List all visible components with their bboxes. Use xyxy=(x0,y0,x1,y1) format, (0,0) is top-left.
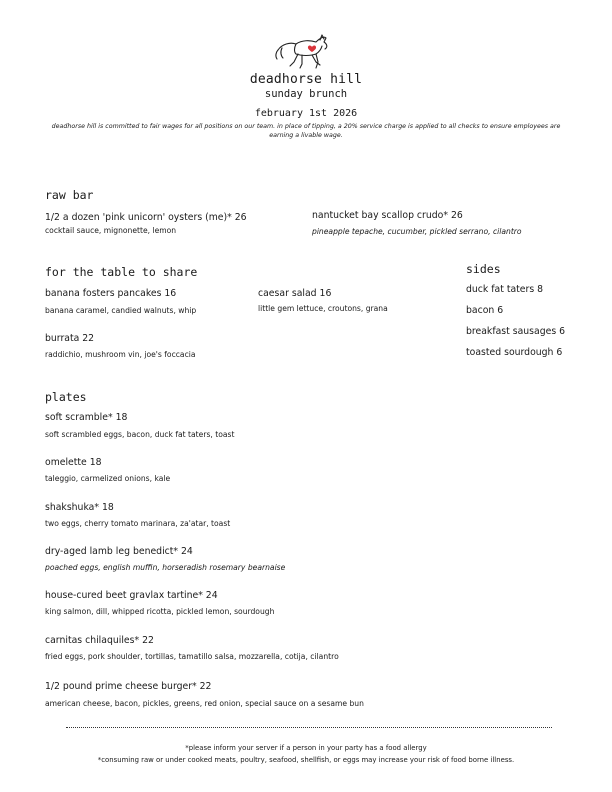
section-title-raw-bar: raw bar xyxy=(45,188,94,202)
menu-item-desc: taleggio, carmelized onions, kale xyxy=(45,474,171,483)
section-title-plates: plates xyxy=(45,390,87,404)
menu-item-name: 1/2 a dozen 'pink unicorn' oysters (me)* 26 xyxy=(45,212,247,223)
service-charge-note: deadhorse hill is committed to fair wages for all positions on our team. in place of tipping, a 20% service charge is applied to all checks to ensure employees are earning a livable wage. xyxy=(51,123,561,139)
side-item: bacon 6 xyxy=(466,305,504,316)
side-item: breakfast sausages 6 xyxy=(466,326,566,337)
side-item: toasted sourdough 6 xyxy=(466,347,563,358)
menu-item-name: shakshuka* 18 xyxy=(45,502,114,513)
menu-subtitle: sunday brunch xyxy=(264,88,348,100)
menu-item-name: burrata 22 xyxy=(45,333,95,344)
menu-item-desc: banana caramel, candied walnuts, whip xyxy=(45,306,197,315)
menu-item-desc: king salmon, dill, whipped ricotta, pickled lemon, sourdough xyxy=(45,607,275,616)
menu-item-name: house-cured beet gravlax tartine* 24 xyxy=(45,590,218,601)
side-item: duck fat taters 8 xyxy=(466,284,544,295)
section-title-sides: sides xyxy=(466,262,501,276)
menu-item-desc: raddichio, mushroom vin, joe's foccacia xyxy=(45,350,196,359)
menu-item-desc: pineapple tepache, cucumber, pickled serrano, cilantro xyxy=(312,227,522,236)
dotted-divider xyxy=(66,727,552,728)
menu-item-name: nantucket bay scallop crudo* 26 xyxy=(312,210,463,221)
menu-item-desc: little gem lettuce, croutons, grana xyxy=(258,304,388,313)
menu-item-desc: poached eggs, english muffin, horseradish rosemary bearnaise xyxy=(45,563,286,572)
allergy-note: *please inform your server if a person in your party has a food allergy xyxy=(185,744,427,752)
menu-item-name: omelette 18 xyxy=(45,457,102,468)
horse-with-heart-icon xyxy=(272,32,338,72)
menu-item-desc: american cheese, bacon, pickles, greens, red onion, special sauce on a sesame bun xyxy=(45,699,364,708)
menu-item-name: dry-aged lamb leg benedict* 24 xyxy=(45,546,193,557)
menu-item-name: caesar salad 16 xyxy=(258,288,332,299)
section-title-share: for the table to share xyxy=(45,265,198,279)
menu-item-desc: two eggs, cherry tomato marinara, za'atar, toast xyxy=(45,519,231,528)
menu-item-name: carnitas chilaquiles* 22 xyxy=(45,635,154,646)
menu-item-desc: cocktail sauce, mignonette, lemon xyxy=(45,226,177,235)
restaurant-name: deadhorse hill xyxy=(249,72,363,87)
consumption-warning: *consuming raw or under cooked meats, poultry, seafood, shellfish, or eggs may increase your risk of food borne illness. xyxy=(97,756,515,764)
menu-item-name: soft scramble* 18 xyxy=(45,412,128,423)
menu-item-desc: soft scrambled eggs, bacon, duck fat taters, toast xyxy=(45,430,235,439)
menu-item-desc: fried eggs, pork shoulder, tortillas, tamatillo salsa, mozzarella, cotija, cilantro xyxy=(45,652,339,661)
menu-item-name: 1/2 pound prime cheese burger* 22 xyxy=(45,681,212,692)
menu-item-name: banana fosters pancakes 16 xyxy=(45,288,177,299)
menu-date: february 1st 2026 xyxy=(254,108,358,119)
